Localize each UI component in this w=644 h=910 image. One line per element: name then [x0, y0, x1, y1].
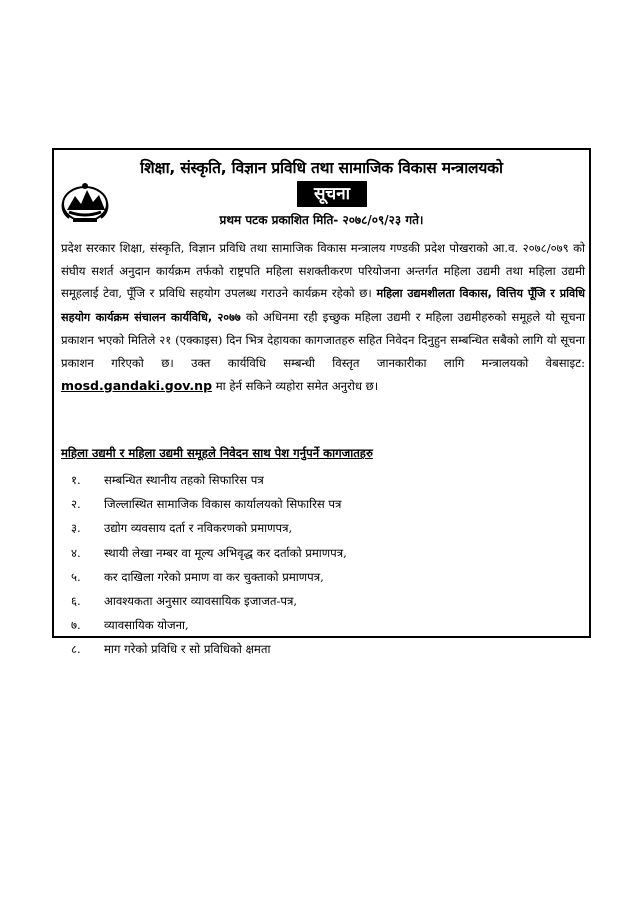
body-text-part1: प्रदेश सरकार शिक्षा, संस्कृति, विज्ञान प्रविधि तथा सामाजिक विकास मन्त्रालय गण्डकी प्रदेश पोखराको आ.व. २०७८/०७९ को संघीय सशर्त अनुदान कार्यक्रम तर्फको राष्ट्रपति महिला सशक्तीकरण परियोजना अन्तर्गत महिला उद्यमी तथा महिला उद्यमी समूहलाई टेवा, पूँजि र प्रविधि सहयोग उपलब्ध गराउने कार्यक्रम रहेको छ। [61, 241, 585, 301]
body-text-part2: को अधिनमा रही इच्छुक महिला उद्यमी र महिला उद्यमीहरुको समूहले यो सूचना प्रकाशन भएको मितिले २१ (एक्काइस) दिन भित्र देहायका कागजातहरु सहित निवेदन दिनुहुन सम्बन्धित सबैको लागि यो सूचना प्रकाशन गरिएको छ। उक्त कार्यविधि सम्बन्धी विस्तृत जानकारीका लागि मन्त्रालयको वेबसाइट: [61, 309, 586, 370]
list-item-text: जिल्लास्थित सामाजिक विकास कार्यालयको सिफारिस पत्र [104, 497, 342, 512]
notice-label: सूचना [297, 181, 367, 207]
list-item-text: माग गरेको प्रविधि र सो प्रविधिको क्षमता [104, 642, 271, 657]
notice-box [52, 148, 591, 657]
list-item-text: स्थायी लेखा नम्बर वा मूल्य अभिवृद्ध कर दर्ताको प्रमाणपत्र, [104, 545, 347, 560]
body-program-procedure: महिला उद्यमशीलता विकास, वित्तिय पूँजि र प्रविधि सहयोग कार्यक्रम संचालन कार्यविधि, २०७७ [61, 287, 585, 324]
list-item-number: ३. [71, 521, 81, 536]
website-link[interactable]: mosd.gandaki.gov.np [61, 377, 213, 393]
list-item [61, 589, 581, 613]
list-item-number: ७. [71, 618, 81, 633]
body-text-part3: मा हेर्न सकिने व्यहोरा समेत अनुरोध छ। [215, 378, 379, 393]
list-item [61, 565, 581, 589]
list-item-number: ८. [71, 642, 81, 657]
list-item [61, 613, 581, 637]
list-item-number: १. [71, 473, 81, 487]
list-item [61, 637, 581, 661]
list-item-text: आवश्यकता अनुसार व्यावसायिक इजाजत-पत्र, [104, 593, 298, 608]
list-item-text: सम्बन्धित स्थानीय तहको सिफारिस पत्र [104, 473, 264, 487]
list-item-number: ५. [71, 569, 81, 584]
list-item [61, 468, 581, 492]
list-item-number: २. [71, 497, 81, 512]
list-item-number: ४. [71, 545, 81, 560]
notice-body [61, 237, 585, 397]
documents-heading: महिला उद्यमी र महिला उद्यमी समूहले निवेदन साथ पेश गर्नुपर्ने कागजातहरु [61, 446, 373, 460]
list-item-text: उद्योग व्यवसाय दर्ता र नविकरणको प्रमाणपत्र, [104, 521, 293, 536]
list-item-number: ६. [71, 593, 81, 608]
list-item-text: व्यावसायिक योजना, [104, 618, 189, 633]
documents-list [61, 468, 581, 662]
ministry-heading: शिक्षा, संस्कृति, विज्ञान प्रविधि तथा सामाजिक विकास मन्त्रालयको [140, 159, 503, 177]
list-item [61, 541, 581, 565]
list-item [61, 492, 581, 516]
list-item-text: कर दाखिला गरेको प्रमाण वा कर चुक्ताको प्रमाणपत्र, [104, 569, 324, 584]
list-item [61, 516, 581, 540]
published-date: प्रथम पटक प्रकाशित मिति- २०७८/०९/२३ गते। [219, 213, 424, 227]
